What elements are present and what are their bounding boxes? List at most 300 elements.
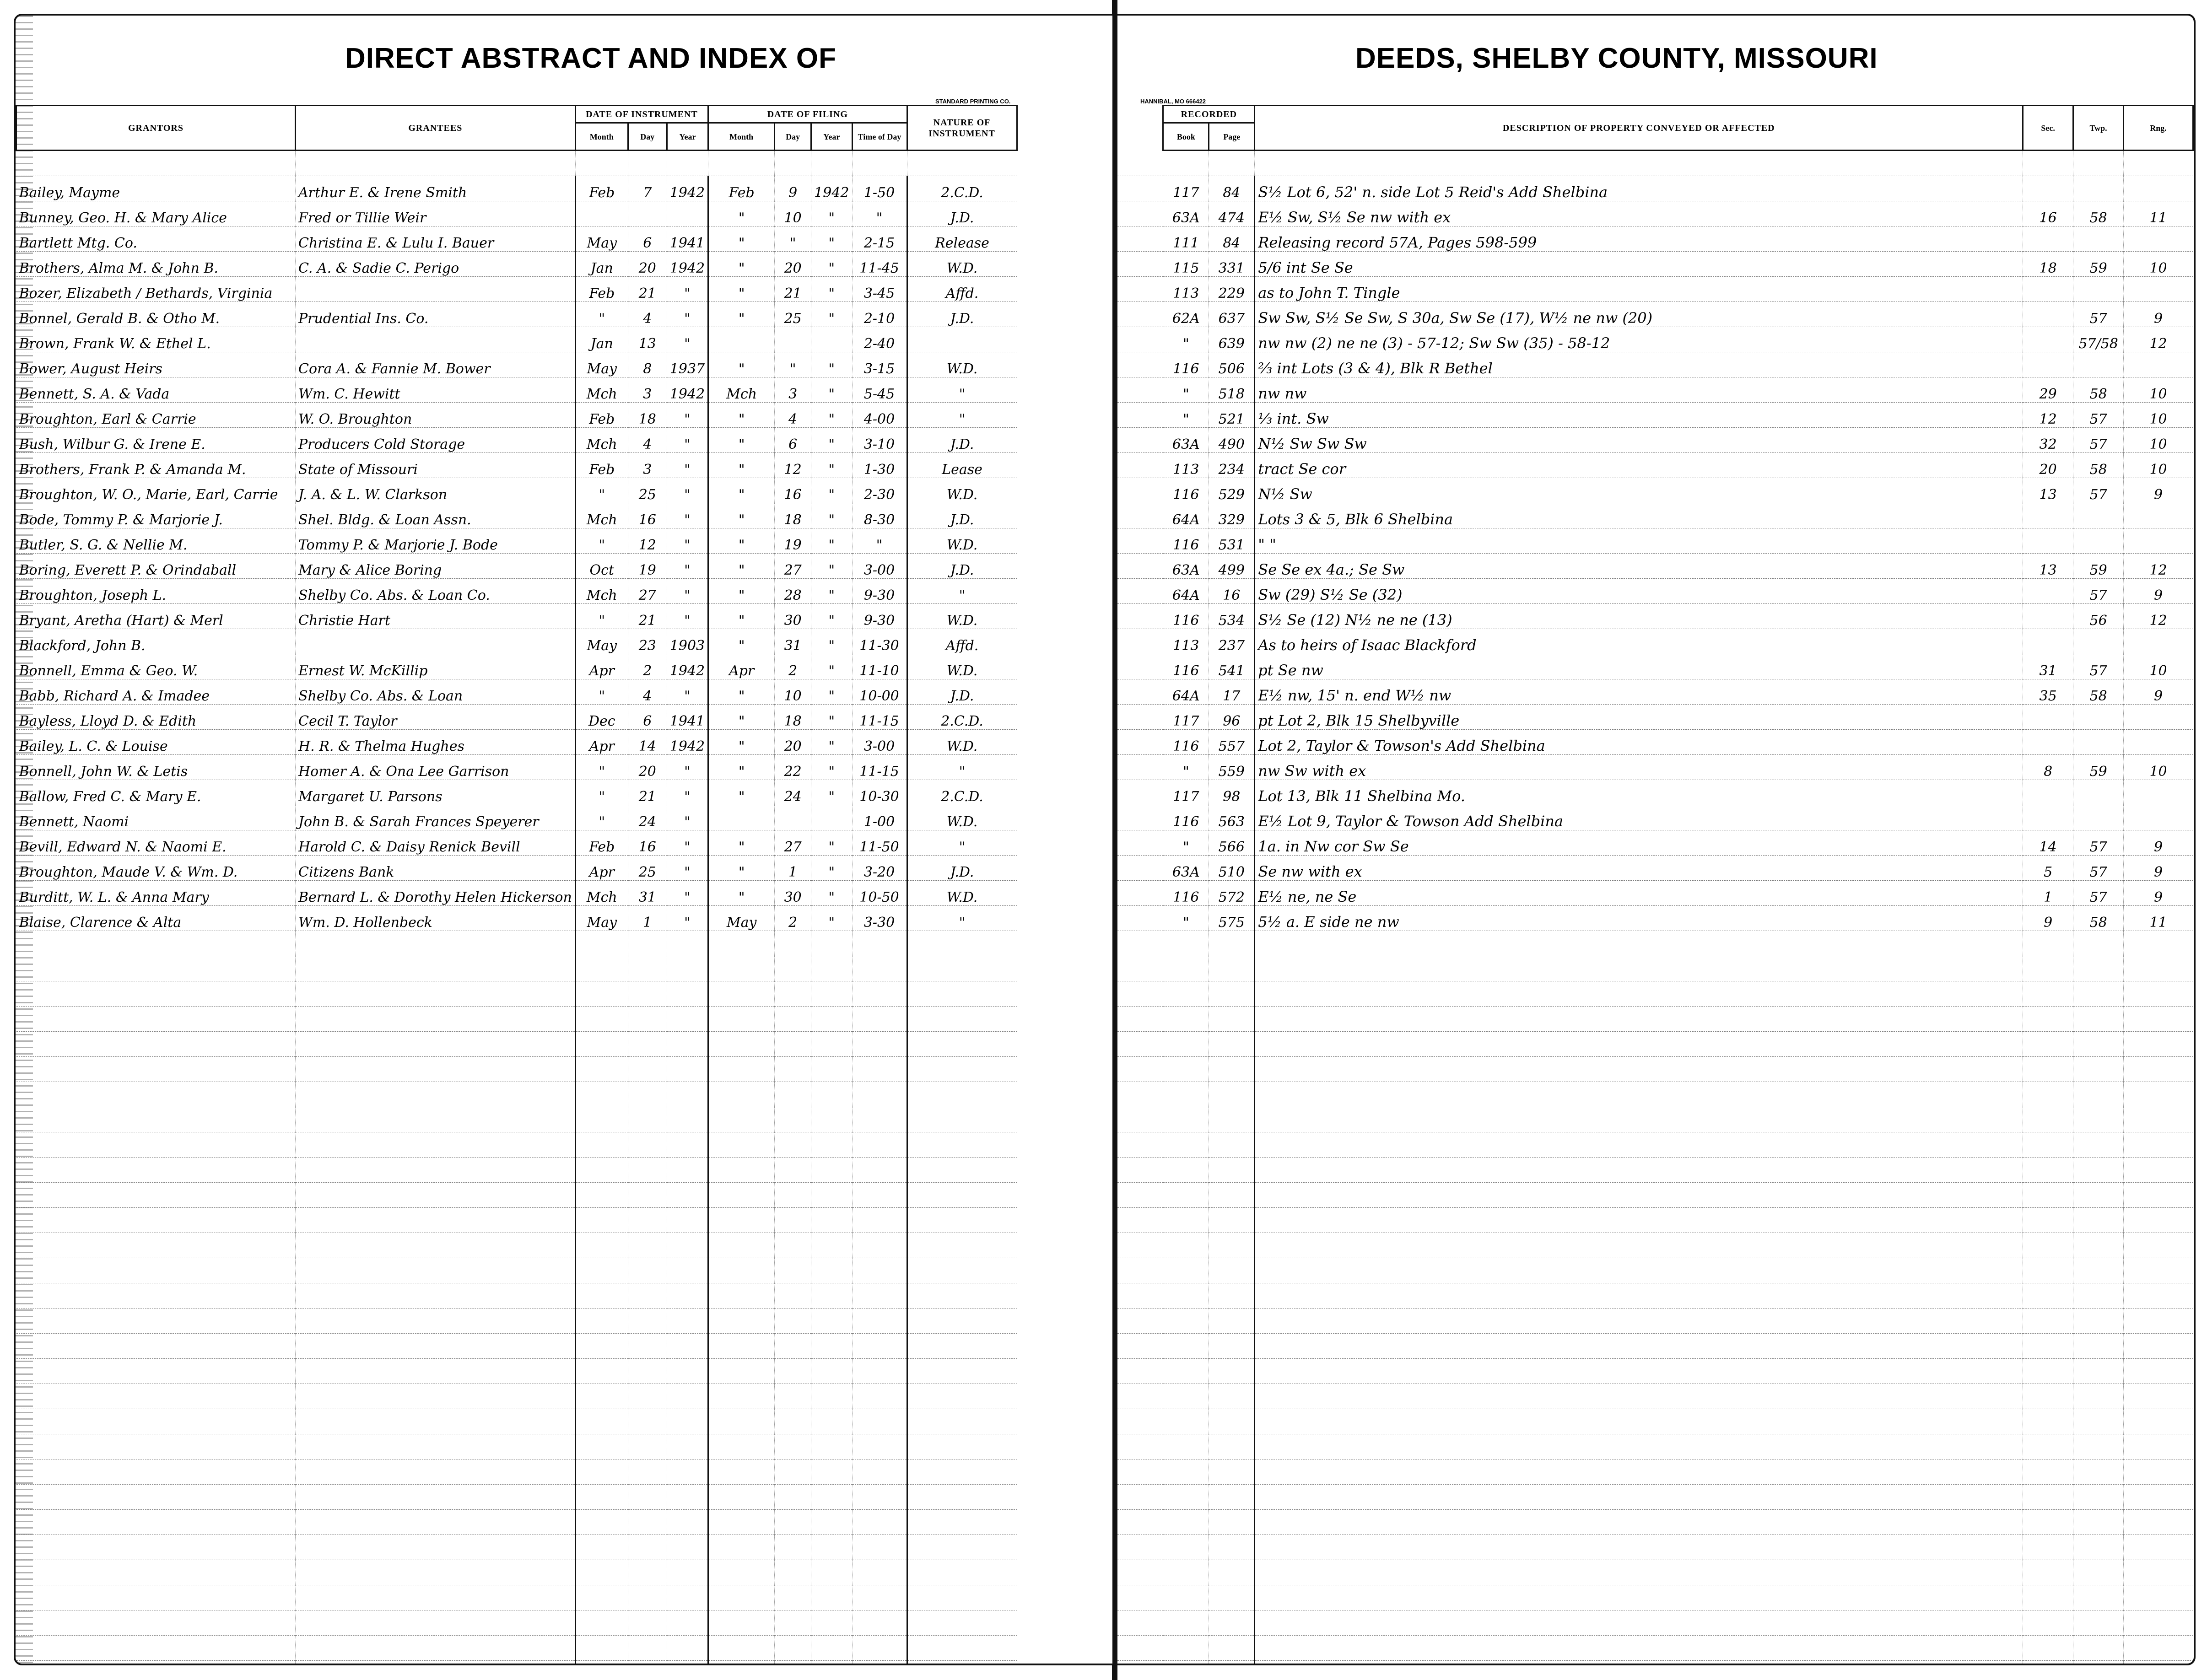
grantor-cell: Broughton, Maude V. & Wm. D. [16, 856, 296, 881]
grantor-cell: Bonnell, Emma & Geo. W. [16, 654, 296, 679]
instrument-month-cell: " [575, 604, 628, 629]
filing-year-cell: " [811, 856, 852, 881]
filing-time-cell: 11-45 [852, 252, 907, 277]
blank-ledger-row [16, 1384, 1017, 1409]
rng-cell [2124, 730, 2193, 755]
sec-cell: 5 [2023, 856, 2073, 881]
filing-day-cell: 21 [775, 277, 811, 302]
rng-cell [2124, 528, 2193, 554]
description-cell: N½ Sw Sw Sw [1255, 428, 2023, 453]
filing-year-cell: " [811, 654, 852, 679]
twp-cell: 57 [2073, 478, 2124, 503]
sec-cell: 13 [2023, 554, 2073, 579]
instrument-year-cell: 1942 [667, 252, 708, 277]
filing-time-cell: 3-15 [852, 352, 907, 377]
twp-cell: 59 [2073, 252, 2124, 277]
instrument-year-cell: " [667, 679, 708, 705]
grantee-cell [296, 327, 576, 352]
blank-ledger-row [1117, 1661, 2193, 1666]
instrument-day-cell: 27 [628, 579, 667, 604]
filing-time-cell: 11-15 [852, 755, 907, 780]
grantor-cell: Bailey, L. C. & Louise [16, 730, 296, 755]
blank-ledger-row [1117, 1107, 2193, 1132]
filing-year-cell: " [811, 679, 852, 705]
filing-time-cell: " [852, 528, 907, 554]
description-cell: As to heirs of Isaac Blackford [1255, 629, 2023, 654]
ledger-row [16, 302, 1017, 327]
ledger-row [1117, 528, 2193, 554]
blank-ledger-row [16, 1359, 1017, 1384]
nature-cell: W.D. [907, 252, 1017, 277]
page-cell: 559 [1209, 755, 1255, 780]
instrument-month-cell: " [575, 528, 628, 554]
rng-header: Rng. [2124, 106, 2193, 151]
nature-cell: 2.C.D. [907, 705, 1017, 730]
filing-year-cell: " [811, 755, 852, 780]
instrument-year-cell: " [667, 906, 708, 931]
grantor-cell: Ballow, Fred C. & Mary E. [16, 780, 296, 805]
nature-cell: J.D. [907, 201, 1017, 226]
blank-ledger-row [16, 1208, 1017, 1233]
instrument-month-cell: " [575, 302, 628, 327]
blank-ledger-row [1117, 1032, 2193, 1057]
blank-ledger-row [1117, 1208, 2193, 1233]
sec-cell: 32 [2023, 428, 2073, 453]
ledger-row [16, 654, 1017, 679]
instrument-day-cell: 20 [628, 755, 667, 780]
twp-cell [2073, 176, 2124, 201]
ledger-row [16, 277, 1017, 302]
nature-cell: " [907, 579, 1017, 604]
ledger-row [16, 906, 1017, 931]
book-cell: 116 [1163, 805, 1209, 830]
blank-ledger-row [16, 1535, 1017, 1560]
instrument-month-cell: Apr [575, 856, 628, 881]
blank-ledger-row [1117, 1233, 2193, 1258]
blank-ledger-row [1117, 1434, 2193, 1459]
description-cell: E½ ne, ne Se [1255, 881, 2023, 906]
ledger-row [1117, 906, 2193, 931]
page-cell: 563 [1209, 805, 1255, 830]
filing-month-cell: " [708, 528, 775, 554]
grantor-cell: Brothers, Frank P. & Amanda M. [16, 453, 296, 478]
sec-cell [2023, 629, 2073, 654]
blank-ledger-row [16, 1334, 1017, 1359]
book-cell: 113 [1163, 629, 1209, 654]
filing-time-cell: 2-15 [852, 226, 907, 252]
filing-month-cell: May [708, 906, 775, 931]
book-cell: " [1163, 830, 1209, 856]
page-cell: 490 [1209, 428, 1255, 453]
filing-year-cell: " [811, 830, 852, 856]
rng-cell: 10 [2124, 755, 2193, 780]
blank-ledger-row [16, 1610, 1017, 1636]
description-cell: nw nw [1255, 377, 2023, 403]
sec-cell [2023, 604, 2073, 629]
instrument-year-header: Year [667, 123, 708, 151]
blank-ledger-row [16, 1636, 1017, 1661]
instrument-year-cell: " [667, 327, 708, 352]
rng-cell [2124, 226, 2193, 252]
grantor-cell: Bonnel, Gerald B. & Otho M. [16, 302, 296, 327]
description-cell: Lots 3 & 5, Blk 6 Shelbina [1255, 503, 2023, 528]
book-cell: 63A [1163, 201, 1209, 226]
filing-month-cell: " [708, 881, 775, 906]
filing-month-cell: " [708, 579, 775, 604]
grantee-cell: Ernest W. McKillip [296, 654, 576, 679]
page-cell: 531 [1209, 528, 1255, 554]
filing-year-cell: " [811, 780, 852, 805]
filing-time-cell: 3-45 [852, 277, 907, 302]
book-cell: 116 [1163, 604, 1209, 629]
filing-time-cell: 3-00 [852, 554, 907, 579]
grantor-cell: Bunney, Geo. H. & Mary Alice [16, 201, 296, 226]
grantee-cell: Shelby Co. Abs. & Loan [296, 679, 576, 705]
twp-cell: 59 [2073, 554, 2124, 579]
description-cell: as to John T. Tingle [1255, 277, 2023, 302]
grantee-cell: John B. & Sarah Frances Speyerer [296, 805, 576, 830]
rng-cell [2124, 805, 2193, 830]
right-page-title: DEEDS, SHELBY COUNTY, MISSOURI [1355, 43, 1878, 74]
twp-cell: 58 [2073, 377, 2124, 403]
instrument-year-cell: " [667, 277, 708, 302]
ledger-row [16, 377, 1017, 403]
right-ledger-page [1116, 14, 2196, 1665]
description-cell: ⅔ int Lots (3 & 4), Blk R Bethel [1255, 352, 2023, 377]
blank-ledger-row [16, 1485, 1017, 1510]
description-cell: nw Sw with ex [1255, 755, 2023, 780]
instrument-day-header: Day [628, 123, 667, 151]
date-of-instrument-header: DATE OF INSTRUMENT [575, 106, 708, 123]
instrument-month-cell: May [575, 226, 628, 252]
filing-month-cell: " [708, 856, 775, 881]
grantee-cell: Margaret U. Parsons [296, 780, 576, 805]
book-header: Book [1163, 123, 1209, 151]
blank-ledger-row [16, 1007, 1017, 1032]
filing-day-cell: 4 [775, 403, 811, 428]
filing-month-cell: " [708, 252, 775, 277]
blank-ledger-row [16, 1107, 1017, 1132]
filing-time-cell: 11-10 [852, 654, 907, 679]
grantee-cell: Prudential Ins. Co. [296, 302, 576, 327]
page-cell: 529 [1209, 478, 1255, 503]
instrument-year-cell: " [667, 302, 708, 327]
instrument-year-cell: 1941 [667, 226, 708, 252]
twp-cell: 59 [2073, 755, 2124, 780]
ledger-row [16, 201, 1017, 226]
rng-cell: 12 [2124, 327, 2193, 352]
filing-time-cell: 9-30 [852, 579, 907, 604]
nature-cell: " [907, 403, 1017, 428]
page-cell: 84 [1209, 176, 1255, 201]
blank-ledger-row [1117, 1132, 2193, 1158]
filing-time-cell: 10-30 [852, 780, 907, 805]
instrument-month-cell: Feb [575, 403, 628, 428]
filing-month-cell: " [708, 453, 775, 478]
sec-cell [2023, 805, 2073, 830]
filing-year-cell: " [811, 705, 852, 730]
instrument-day-cell: 23 [628, 629, 667, 654]
filing-month-cell [708, 805, 775, 830]
grantor-cell: Bailey, Mayme [16, 176, 296, 201]
ledger-row [16, 705, 1017, 730]
instrument-day-cell: 4 [628, 679, 667, 705]
filing-time-cell: 10-50 [852, 881, 907, 906]
nature-cell: W.D. [907, 604, 1017, 629]
instrument-month-cell: Apr [575, 730, 628, 755]
twp-cell: 58 [2073, 906, 2124, 931]
grantor-cell: Bennett, Naomi [16, 805, 296, 830]
twp-cell: 58 [2073, 201, 2124, 226]
book-cell: 63A [1163, 856, 1209, 881]
filing-month-cell: " [708, 226, 775, 252]
filing-time-cell: 4-00 [852, 403, 907, 428]
filing-year-cell [811, 805, 852, 830]
filing-year-cell: " [811, 302, 852, 327]
instrument-month-cell: May [575, 629, 628, 654]
nature-cell: J.D. [907, 503, 1017, 528]
book-cell: 116 [1163, 881, 1209, 906]
grantees-header: GRANTEES [296, 106, 576, 151]
ledger-row [1117, 252, 2193, 277]
filing-time-cell: " [852, 201, 907, 226]
ledger-row [1117, 478, 2193, 503]
rng-cell: 10 [2124, 377, 2193, 403]
sec-cell: 31 [2023, 654, 2073, 679]
nature-cell: W.D. [907, 528, 1017, 554]
ledger-row [16, 780, 1017, 805]
instrument-day-cell: 25 [628, 856, 667, 881]
page-cell: 16 [1209, 579, 1255, 604]
sec-cell [2023, 730, 2073, 755]
ledger-row [1117, 554, 2193, 579]
blank-ledger-row [1117, 1459, 2193, 1485]
twp-cell [2073, 226, 2124, 252]
ledger-row [1117, 352, 2193, 377]
left-ledger-table [16, 105, 1018, 1665]
filing-day-cell: " [775, 352, 811, 377]
filing-month-cell: " [708, 478, 775, 503]
instrument-year-cell: " [667, 604, 708, 629]
nature-cell: " [907, 906, 1017, 931]
page-cell: 518 [1209, 377, 1255, 403]
rng-cell [2124, 503, 2193, 528]
filing-time-cell: 2-10 [852, 302, 907, 327]
page-cell: 639 [1209, 327, 1255, 352]
grantee-cell: Christina E. & Lulu I. Bauer [296, 226, 576, 252]
filing-year-cell: " [811, 352, 852, 377]
rng-cell: 9 [2124, 856, 2193, 881]
ledger-row [1117, 830, 2193, 856]
nature-cell: W.D. [907, 805, 1017, 830]
sec-cell: 13 [2023, 478, 2073, 503]
twp-cell [2073, 629, 2124, 654]
filing-time-cell: 11-15 [852, 705, 907, 730]
page-cell: 98 [1209, 780, 1255, 805]
instrument-day-cell: 14 [628, 730, 667, 755]
printer-mark: HANNIBAL, MO 666422 [1140, 98, 1206, 105]
filing-month-header: Month [708, 123, 775, 151]
book-cell: 117 [1163, 176, 1209, 201]
page-cell: 534 [1209, 604, 1255, 629]
instrument-year-cell: " [667, 528, 708, 554]
instrument-month-cell: May [575, 352, 628, 377]
filing-year-cell [811, 327, 852, 352]
ledger-row [1117, 503, 2193, 528]
twp-cell [2073, 730, 2124, 755]
grantor-cell: Bush, Wilbur G. & Irene E. [16, 428, 296, 453]
ledger-row [16, 453, 1017, 478]
filing-day-cell: 19 [775, 528, 811, 554]
filing-year-cell: " [811, 478, 852, 503]
filing-day-cell: 30 [775, 604, 811, 629]
ledger-row [16, 503, 1017, 528]
book-cell: 111 [1163, 226, 1209, 252]
blank-ledger-row [16, 1057, 1017, 1082]
instrument-day-cell: 16 [628, 830, 667, 856]
nature-cell: J.D. [907, 302, 1017, 327]
sec-cell [2023, 705, 2073, 730]
ledger-row [1117, 277, 2193, 302]
grantee-cell: Tommy P. & Marjorie J. Bode [296, 528, 576, 554]
sec-cell [2023, 226, 2073, 252]
blank-ledger-row [1117, 1283, 2193, 1308]
rng-cell: 12 [2124, 554, 2193, 579]
filing-day-cell: 3 [775, 377, 811, 403]
ledger-row [1117, 805, 2193, 830]
filing-month-cell: " [708, 830, 775, 856]
nature-cell: J.D. [907, 428, 1017, 453]
blank-ledger-row [1117, 1359, 2193, 1384]
filing-day-cell: 12 [775, 453, 811, 478]
blank-ledger-row [16, 981, 1017, 1007]
filing-year-cell: " [811, 906, 852, 931]
grantee-cell: Christie Hart [296, 604, 576, 629]
ledger-row [16, 881, 1017, 906]
filing-year-cell: " [811, 226, 852, 252]
filing-time-cell: 2-40 [852, 327, 907, 352]
grantee-cell: Bernard L. & Dorothy Helen Hickerson [296, 881, 576, 906]
ledger-row [16, 679, 1017, 705]
filing-time-header: Time of Day [852, 123, 907, 151]
ledger-row [1117, 428, 2193, 453]
page-cell: 566 [1209, 830, 1255, 856]
filing-month-cell: " [708, 428, 775, 453]
book-cell: 113 [1163, 277, 1209, 302]
blank-ledger-row [1117, 1610, 2193, 1636]
instrument-day-cell: 1 [628, 906, 667, 931]
instrument-year-cell: " [667, 830, 708, 856]
nature-cell: " [907, 830, 1017, 856]
grantee-cell: Fred or Tillie Weir [296, 201, 576, 226]
instrument-month-cell: Feb [575, 277, 628, 302]
ledger-row [16, 176, 1017, 201]
grantor-cell: Bayless, Lloyd D. & Edith [16, 705, 296, 730]
grantee-cell: Harold C. & Daisy Renick Bevill [296, 830, 576, 856]
twp-cell: 57 [2073, 830, 2124, 856]
ledger-row [1117, 679, 2193, 705]
ledger-row [1117, 629, 2193, 654]
rng-cell: 9 [2124, 302, 2193, 327]
filing-day-cell: 22 [775, 755, 811, 780]
filing-time-cell: 3-10 [852, 428, 907, 453]
filing-day-cell: 20 [775, 730, 811, 755]
description-cell: Lot 2, Taylor & Towson's Add Shelbina [1255, 730, 2023, 755]
description-cell: S½ Se (12) N½ ne ne (13) [1255, 604, 2023, 629]
description-cell: 1a. in Nw cor Sw Se [1255, 830, 2023, 856]
rng-cell [2124, 176, 2193, 201]
ledger-row [16, 830, 1017, 856]
filing-day-cell [775, 805, 811, 830]
instrument-month-cell: Mch [575, 881, 628, 906]
filing-month-cell: " [708, 503, 775, 528]
grantee-cell: J. A. & L. W. Clarkson [296, 478, 576, 503]
filing-year-cell: " [811, 252, 852, 277]
book-cell: 64A [1163, 579, 1209, 604]
filing-year-cell: " [811, 503, 852, 528]
blank-ledger-row [1117, 1158, 2193, 1183]
grantee-cell [296, 277, 576, 302]
filing-time-cell: 1-30 [852, 453, 907, 478]
filing-time-cell: 9-30 [852, 604, 907, 629]
description-cell: 5½ a. E side ne nw [1255, 906, 2023, 931]
blank-ledger-row [1117, 1510, 2193, 1535]
filing-day-header: Day [775, 123, 811, 151]
description-cell: nw nw (2) ne ne (3) - 57-12; Sw Sw (35) - 58-12 [1255, 327, 2023, 352]
description-cell: " " [1255, 528, 2023, 554]
rng-cell [2124, 629, 2193, 654]
grantor-cell: Bower, August Heirs [16, 352, 296, 377]
instrument-day-cell: 25 [628, 478, 667, 503]
ledger-row [16, 579, 1017, 604]
grantor-cell: Brown, Frank W. & Ethel L. [16, 327, 296, 352]
nature-cell: Release [907, 226, 1017, 252]
page-cell: 474 [1209, 201, 1255, 226]
nature-cell: W.D. [907, 654, 1017, 679]
twp-cell [2073, 780, 2124, 805]
left-page-title: DIRECT ABSTRACT AND INDEX OF [345, 43, 836, 74]
sec-cell: 14 [2023, 830, 2073, 856]
description-cell: S½ Lot 6, 52' n. side Lot 5 Reid's Add Shelbina [1255, 176, 2023, 201]
book-cell: 117 [1163, 780, 1209, 805]
filing-year-cell: " [811, 579, 852, 604]
rng-cell [2124, 352, 2193, 377]
instrument-day-cell: 13 [628, 327, 667, 352]
grantor-cell: Bonnell, John W. & Letis [16, 755, 296, 780]
filing-month-cell [708, 327, 775, 352]
instrument-year-cell: 1903 [667, 629, 708, 654]
instrument-year-cell: " [667, 755, 708, 780]
instrument-month-cell: Feb [575, 176, 628, 201]
blank-ledger-row [1117, 1384, 2193, 1409]
ledger-row [1117, 780, 2193, 805]
right-ledger-table [1117, 105, 2194, 1665]
filing-day-cell: 2 [775, 906, 811, 931]
twp-cell: 57 [2073, 881, 2124, 906]
blank-ledger-row [1117, 956, 2193, 981]
description-cell: E½ Sw, S½ Se nw with ex [1255, 201, 2023, 226]
grantor-cell: Burditt, W. L. & Anna Mary [16, 881, 296, 906]
page-cell: 17 [1209, 679, 1255, 705]
ledger-row [16, 478, 1017, 503]
ledger-row [1117, 705, 2193, 730]
filing-month-cell: Mch [708, 377, 775, 403]
page-cell: 331 [1209, 252, 1255, 277]
rng-cell: 9 [2124, 579, 2193, 604]
ledger-row [1117, 302, 2193, 327]
sec-cell: 29 [2023, 377, 2073, 403]
instrument-day-cell: 24 [628, 805, 667, 830]
